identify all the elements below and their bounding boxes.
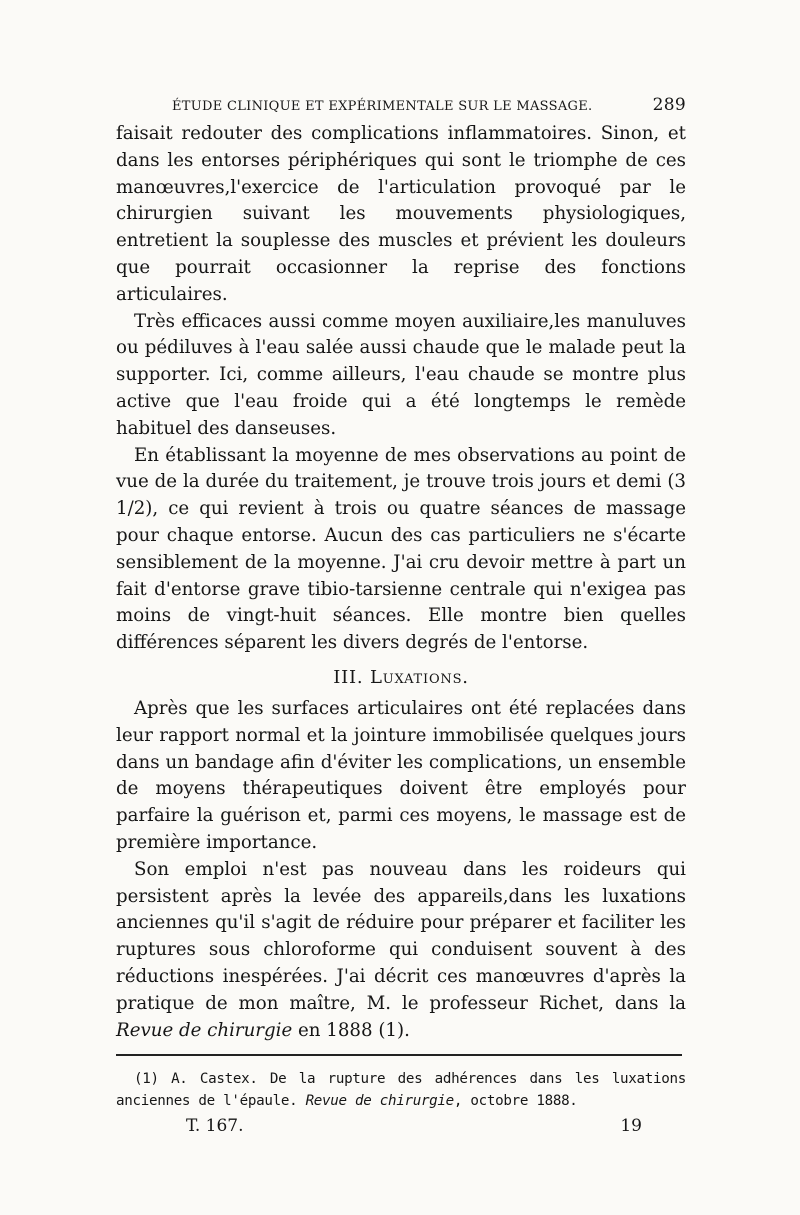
journal-title: Revue de chirurgie xyxy=(116,1019,293,1041)
volume-label: T. 167. xyxy=(186,1116,244,1137)
page-footer xyxy=(116,1116,686,1136)
paragraph-1: faisait redouter des complications inflammatoires. Sinon, et dans les entorses périphériques qui sont le triomphe de ces manœuvres,l'exercice de l'articulation provoqué par le chirurgien suivant les mouvements physiologiques, entretient la souplesse des muscles et prévient les douleurs que pourrait occasionner la reprise des fonctions articulaires. xyxy=(116,123,686,305)
paragraph-4: Après que les surfaces articulaires ont été replacées dans leur rapport normal et la jointure immobilisée quelques jours dans un bandage afin d'éviter les complications, un ensemble de moyens thérapeutiques doivent être employés pour parfaire la guérison et, parmi ces moyens, le massage est de première importance. xyxy=(116,697,686,853)
paragraph-5-end: en 1888 (1). xyxy=(292,1019,410,1041)
running-title: ÉTUDE CLINIQUE ET EXPÉRIMENTALE SUR LE MASSAGE. xyxy=(172,99,593,114)
section-heading: III. Luxations. xyxy=(333,666,469,688)
footnote xyxy=(116,1068,686,1112)
footnote-rule xyxy=(116,1054,682,1056)
signature-mark: 19 xyxy=(620,1116,642,1137)
footnote-text: (1) A. Castex. De la rupture des adhérences dans les luxations anciennes de l'épaule. xyxy=(116,1071,686,1110)
page-content xyxy=(116,95,686,1136)
footnote-end: , octobre 1888. xyxy=(453,1093,578,1110)
page-number: 289 xyxy=(652,95,686,115)
paragraph-3: En établissant la moyenne de mes observations au point de vue de la durée du traitement, je trouve trois jours et demi (3 1/2), ce qui revient à trois ou quatre séances de massage pour chaque entorse. Aucun des cas particuliers ne s'écarte sensiblement de la moyenne. J'ai cru devoir mettre à part un fait d'entorse grave tibio-tarsienne centrale qui n'exigea pas moins de vingt-huit séances. Elle montre bien quelles différences séparent les divers degrés de l'entorse. xyxy=(116,444,686,654)
paragraph-2: Très efficaces aussi comme moyen auxiliaire,les manuluves ou pédiluves à l'eau salée aussi chaude que le malade peut la supporter. Ici, comme ailleurs, l'eau chaude se montre plus active que l'eau froide qui a été longtemps le remède habituel des danseuses. xyxy=(116,310,686,439)
running-header xyxy=(172,95,686,121)
paragraph-5-text: Son emploi n'est pas nouveau dans les roideurs qui persistent après la levée des appareils,dans les luxations anciennes qu'il s'agit de réduire pour préparer et faciliter les ruptures sous chloroforme qui conduisent souvent à des réductions inespérées. J'ai décrit ces manœuvres d'après la pratique de mon maître, M. le professeur Richet, dans la xyxy=(116,858,686,1014)
paragraph-5 xyxy=(116,857,686,1045)
footnote-journal: Revue de chirurgie xyxy=(305,1093,454,1110)
